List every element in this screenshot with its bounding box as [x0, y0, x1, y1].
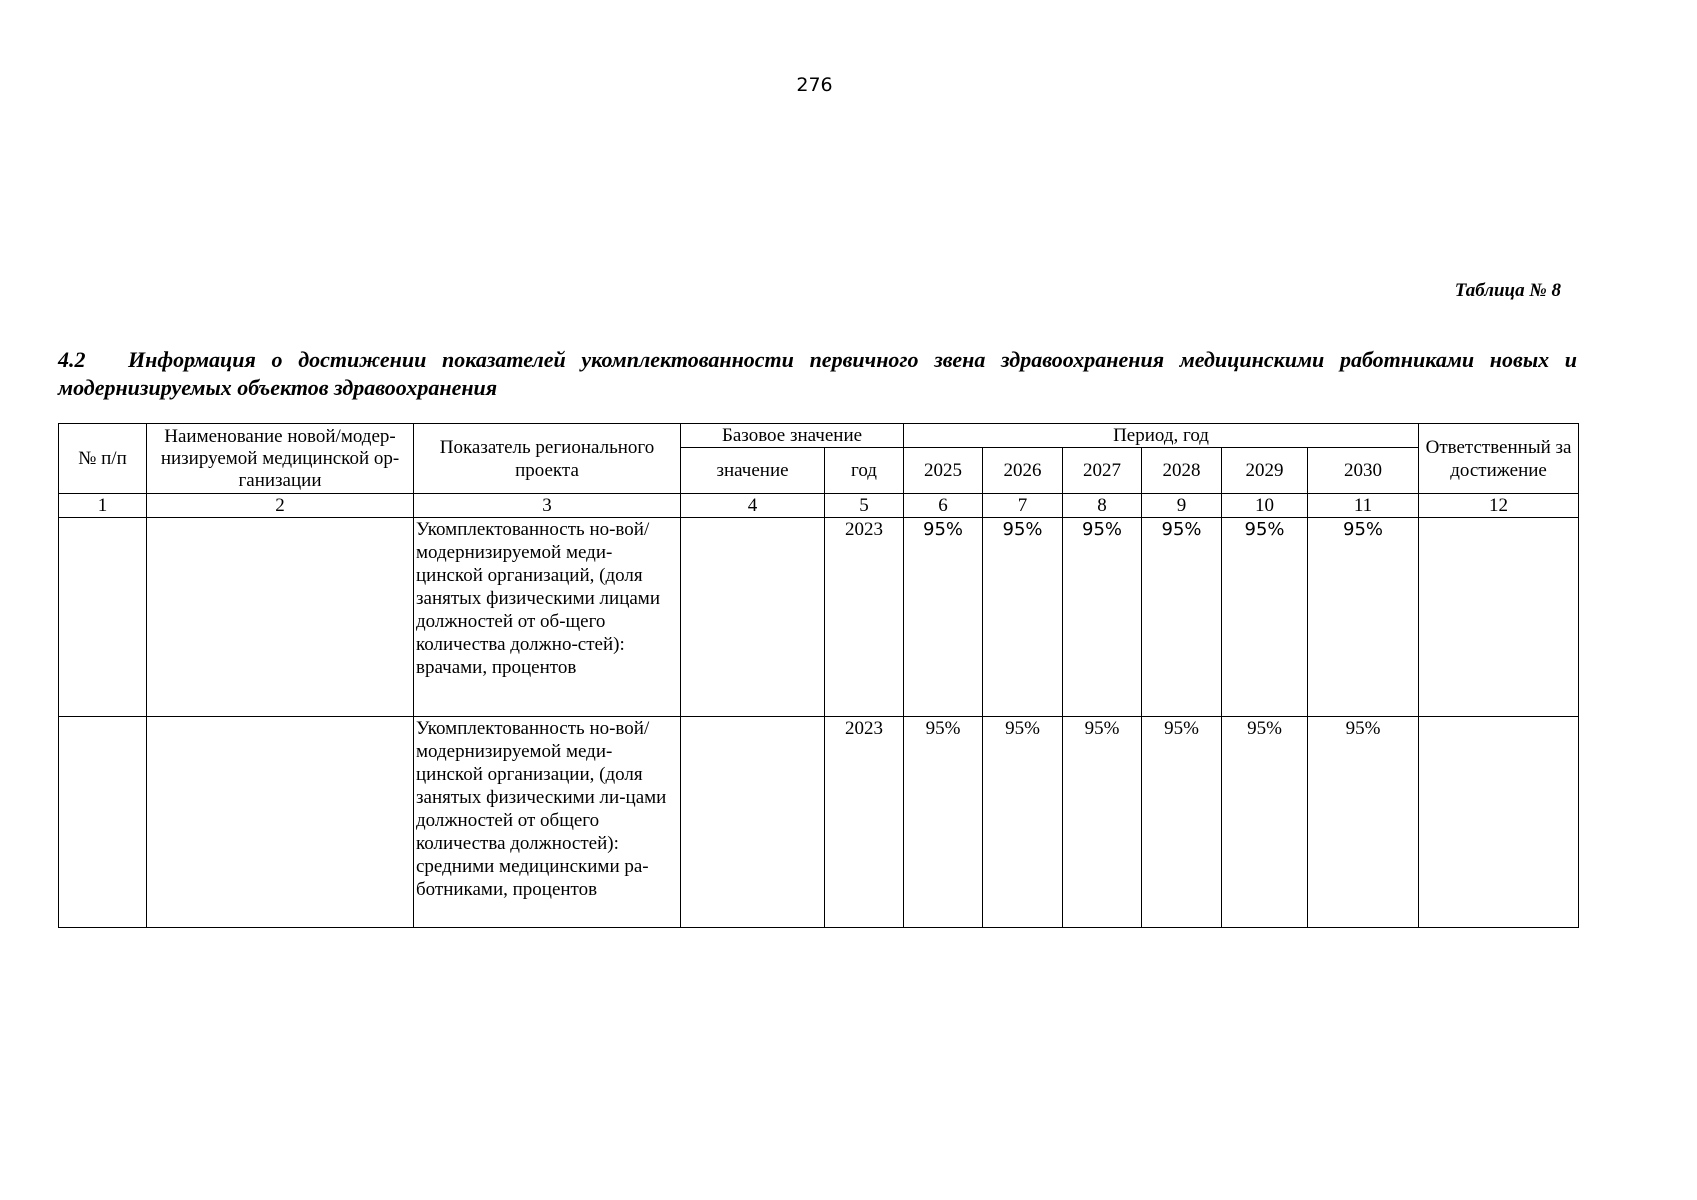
- row-base-year: 2023: [825, 518, 904, 717]
- column-number-row: [59, 494, 1579, 518]
- row-value-2026: 95%: [983, 717, 1063, 928]
- column-number: 1: [59, 494, 147, 518]
- staffing-indicators-table: [58, 423, 1579, 928]
- column-number: 7: [983, 494, 1063, 518]
- header-base-value-sub: значение: [681, 448, 825, 494]
- column-number: 3: [414, 494, 681, 518]
- section-number: 4.2: [58, 347, 86, 372]
- table-row: [59, 717, 1579, 928]
- column-number: 9: [1142, 494, 1222, 518]
- section-heading: [58, 346, 1577, 402]
- column-number: 2: [147, 494, 414, 518]
- column-number: 8: [1063, 494, 1142, 518]
- row-value-2025: 95%: [904, 717, 983, 928]
- column-number: 4: [681, 494, 825, 518]
- column-number: 11: [1308, 494, 1419, 518]
- column-number: 12: [1419, 494, 1579, 518]
- header-base-year-sub: год: [825, 448, 904, 494]
- row-value-2027: 95%: [1063, 717, 1142, 928]
- header-org-name: Наименование новой/модер-низируемой медицинской ор-ганизации: [147, 424, 414, 494]
- column-number: 5: [825, 494, 904, 518]
- row-num: [59, 717, 147, 928]
- section-title: Информация о достижении показателей укомплектованности первичного звена здравоохранения медицинскими работниками новых и модернизируемых объектов здравоохранения: [58, 347, 1577, 400]
- row-base-value: [681, 717, 825, 928]
- row-responsible: [1419, 717, 1579, 928]
- row-value-2029: 95%: [1222, 518, 1308, 717]
- row-org-name: [147, 518, 414, 717]
- row-value-2030: 95%: [1308, 518, 1419, 717]
- header-indicator: Показатель регионального проекта: [414, 424, 681, 494]
- row-value-2025: 95%: [904, 518, 983, 717]
- header-year-2027: 2027: [1063, 448, 1142, 494]
- row-base-value: [681, 518, 825, 717]
- header-year-2025: 2025: [904, 448, 983, 494]
- column-number: 6: [904, 494, 983, 518]
- row-indicator: Укомплектованность но-вой/модернизируемой меди-цинской организации, (доля занятых физическими ли-цами должностей от общего количества должностей): средними медицинскими ра-ботниками, процентов: [414, 717, 681, 928]
- row-value-2027: 95%: [1063, 518, 1142, 717]
- row-value-2026: 95%: [983, 518, 1063, 717]
- header-base-value: Базовое значение: [681, 424, 904, 448]
- header-year-2029: 2029: [1222, 448, 1308, 494]
- header-year-2030: 2030: [1308, 448, 1419, 494]
- header-year-2026: 2026: [983, 448, 1063, 494]
- row-num: [59, 518, 147, 717]
- table-row: [59, 518, 1579, 717]
- row-org-name: [147, 717, 414, 928]
- header-num: № п/п: [59, 424, 147, 494]
- header-period: Период, год: [904, 424, 1419, 448]
- row-value-2028: 95%: [1142, 717, 1222, 928]
- row-value-2029: 95%: [1222, 717, 1308, 928]
- header-year-2028: 2028: [1142, 448, 1222, 494]
- row-value-2030: 95%: [1308, 717, 1419, 928]
- row-base-year: 2023: [825, 717, 904, 928]
- header-responsible: Ответственный за достижение: [1419, 424, 1579, 494]
- column-number: 10: [1222, 494, 1308, 518]
- row-value-2028: 95%: [1142, 518, 1222, 717]
- row-indicator: Укомплектованность но-вой/модернизируемой меди-цинской организаций, (доля занятых физическими лицами должностей от об-щего количества должно-стей): врачами, процентов: [414, 518, 681, 717]
- table-caption: Таблица № 8: [1454, 280, 1561, 301]
- row-responsible: [1419, 518, 1579, 717]
- page-number: 276: [796, 74, 833, 96]
